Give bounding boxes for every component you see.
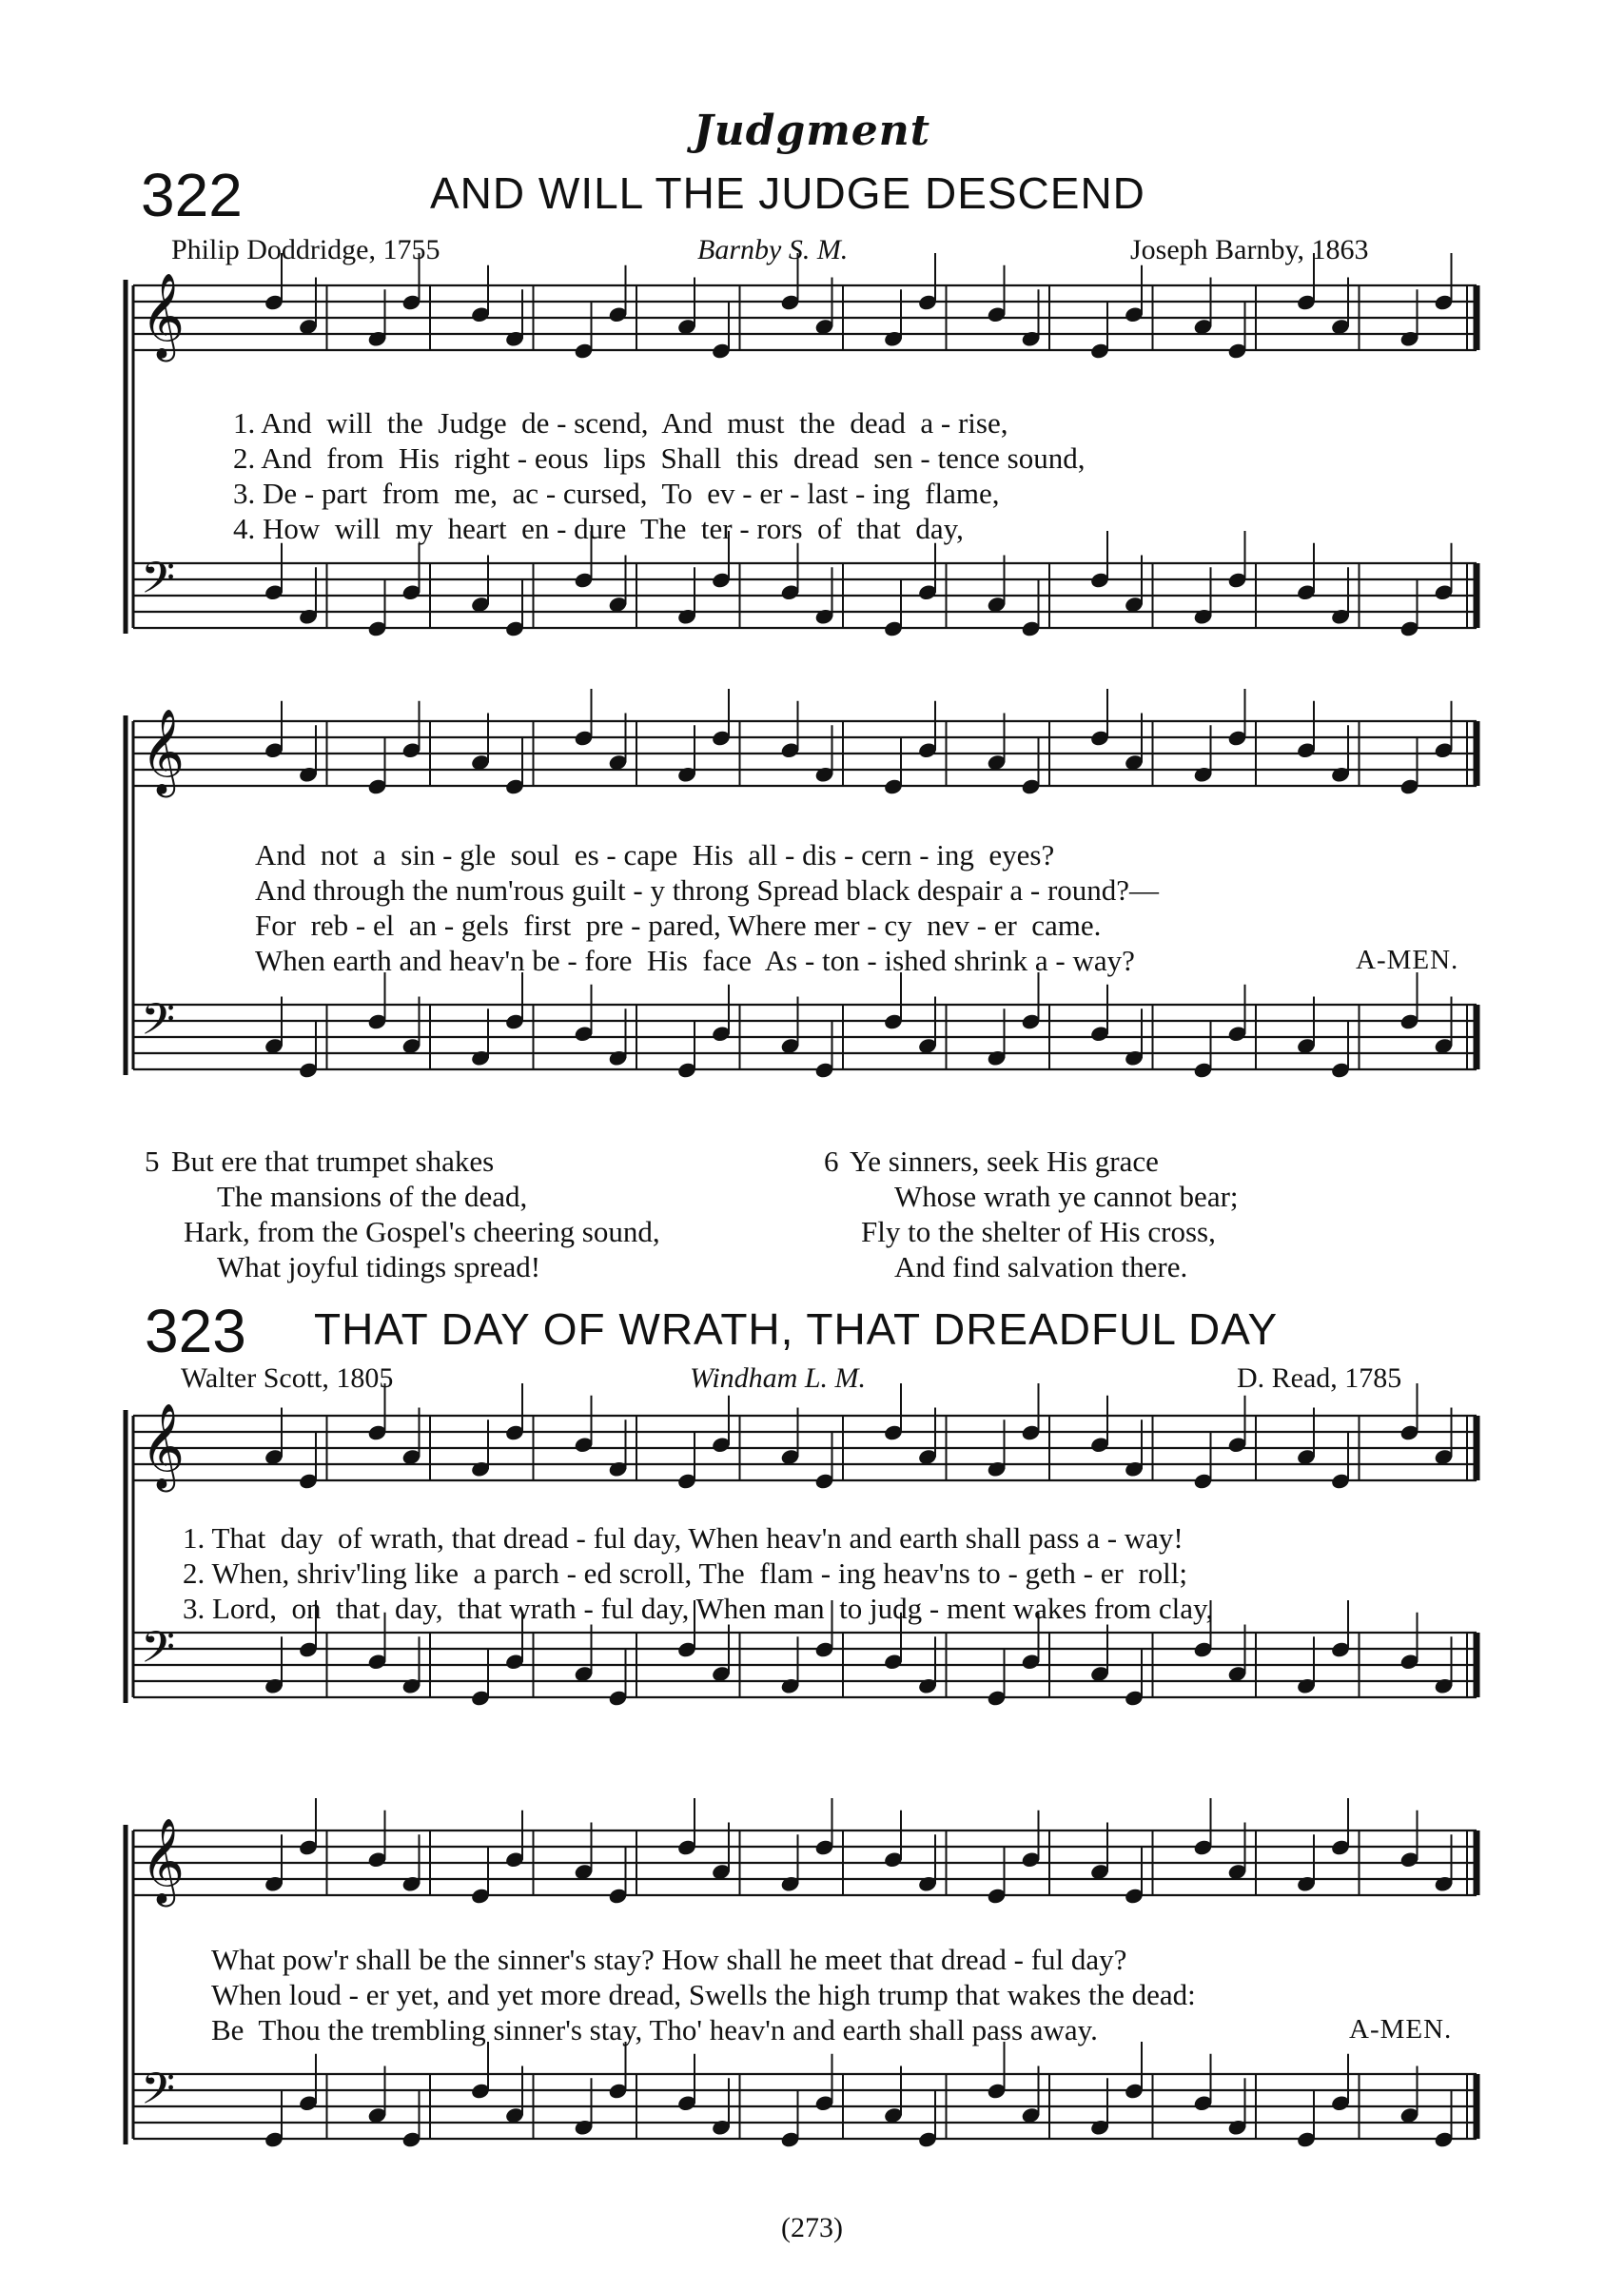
hymn-tune-322: Barnby S. M. — [697, 234, 849, 265]
hymn-323-verse-3-line-1: 3. Lord, on that day, that wrath - ful day, When man to judg - ment wakes from clay, — [183, 1592, 1214, 1625]
hymn-composer-323: D. Read, 1785 — [1237, 1362, 1402, 1394]
hymn-author-322: Philip Doddridge, 1755 — [171, 234, 440, 265]
hymn-323-verse-2-line-2: When loud - er yet, and yet more dread, Swells the high trump that wakes the dead: — [211, 1978, 1196, 2011]
hymn-322-verse-4-line-1: 4. How will my heart en - dure The ter - rors of that day, — [233, 512, 964, 545]
bass-clef: 𝄢 — [141, 1622, 176, 1684]
stanza-6-line-4: And find salvation there. — [894, 1250, 1188, 1283]
hymn-322-verse-4-line-2: When earth and heav'n be - fore His face As - ton - ished shrink a - way? — [255, 944, 1135, 977]
stanza-6-line-3: Fly to the shelter of His cross, — [861, 1215, 1216, 1248]
stanza-5-number: 5 — [145, 1145, 160, 1178]
stanza-5-line-3: Hark, from the Gospel's cheering sound, — [184, 1215, 660, 1248]
stanza-5-line-4: What joyful tidings spread! — [217, 1250, 541, 1283]
hymn-author-323: Walter Scott, 1805 — [181, 1362, 394, 1394]
hymn-322-verse-2-line-1: 2. And from His right - eous lips Shall this dread sen - tence sound, — [233, 441, 1086, 475]
hymn-tune-323: Windham L. M. — [690, 1362, 867, 1394]
stanza-5-line-2: The mansions of the dead, — [217, 1180, 528, 1213]
hymn-323-verse-1-line-1: 1. That day of wrath, that dread - ful day, When heav'n and earth shall pass a - way! — [183, 1521, 1184, 1555]
stanza-6-line-2: Whose wrath ye cannot bear; — [894, 1180, 1239, 1213]
hymn-322-verse-2-line-2: And through the num'rous guilt - y throng Spread black despair a - round?— — [255, 873, 1160, 907]
page-number: (273) — [781, 2212, 843, 2243]
hymn-number-322: 322 — [141, 161, 243, 229]
treble-clef: 𝄞 — [141, 273, 186, 359]
bass-clef: 𝄢 — [141, 2064, 176, 2125]
treble-clef: 𝄞 — [141, 1818, 186, 1904]
hymn-323-verse-2-line-1: 2. When, shriv'ling like a parch - ed scroll, The flam - ing heav'ns to - geth - er roll; — [183, 1556, 1187, 1590]
bass-clef: 𝄢 — [141, 553, 176, 615]
bass-clef: 𝄢 — [141, 994, 176, 1056]
hymn-title-323: THAT DAY OF WRATH, THAT DREADFUL DAY — [314, 1304, 1279, 1354]
treble-clef: 𝄞 — [141, 709, 186, 794]
hymn-composer-322: Joseph Barnby, 1863 — [1130, 234, 1369, 265]
hymn-322-verse-1-line-2: And not a sin - gle soul es - cape His all - dis - cern - ing eyes? — [255, 838, 1055, 871]
stanza-5-line-1: But ere that trumpet shakes — [171, 1145, 495, 1178]
hymn-number-323: 323 — [145, 1297, 246, 1365]
hymn-323-amen: A-MEN. — [1349, 2014, 1453, 2045]
hymn-323-verse-1-line-2: What pow'r shall be the sinner's stay? How shall he meet that dread - ful day? — [211, 1943, 1127, 1976]
hymn-322-verse-3-line-2: For reb - el an - gels first pre - pared, Where mer - cy nev - er came. — [255, 909, 1102, 942]
hymn-322-verse-3-line-1: 3. De - part from me, ac - cursed, To ev - er - last - ing flame, — [233, 477, 1000, 510]
hymn-322-amen: A-MEN. — [1356, 945, 1459, 975]
hymn-323-verse-3-line-2: Be Thou the trembling sinner's stay, Tho' heav'n and earth shall pass away. — [211, 2013, 1098, 2046]
section-title: Judgment — [693, 107, 931, 155]
stanza-6-line-1: Ye sinners, seek His grace — [850, 1145, 1159, 1178]
hymn-title-322: AND WILL THE JUDGE DESCEND — [430, 168, 1145, 218]
treble-clef: 𝄞 — [141, 1403, 186, 1489]
stanza-6-number: 6 — [824, 1145, 839, 1178]
hymn-322-verse-1-line-1: 1. And will the Judge de - scend, And must the dead a - rise, — [233, 406, 1008, 440]
